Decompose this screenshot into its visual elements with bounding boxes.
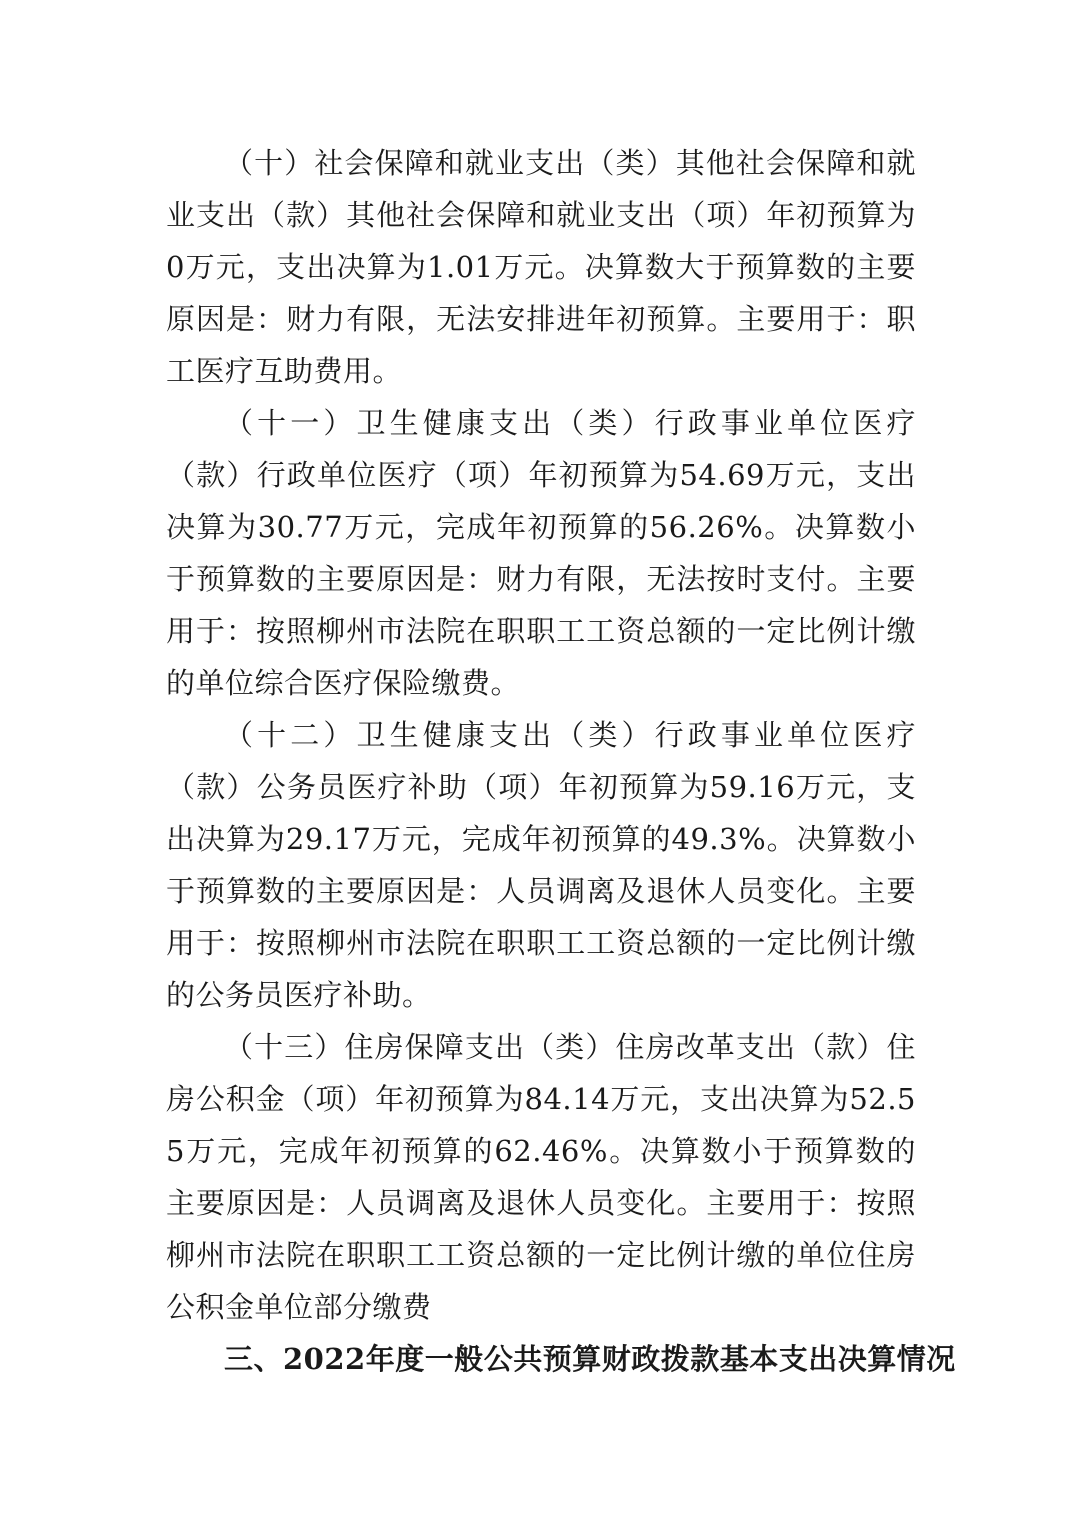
- paragraph-civil-servant-medical: （十二）卫生健康支出（类）行政事业单位医疗（款）公务员医疗补助（项）年初预算为59.16万元，支出决算为29.17万元，完成年初预算的49.3%。决算数小于预算数的主要原因是：人员调离及退休人员变化。主要用于：按照柳州市法院在职职工工资总额的一定比例计缴的公务员医疗补助。: [166, 718, 916, 1012]
- paragraph-social-security: （十）社会保障和就业支出（类）其他社会保障和就业支出（款）其他社会保障和就业支出（项）年初预算为0万元，支出决算为1.01万元。决算数大于预算数的主要原因是：财力有限，无法安排进年初预算。主要用于：职工医疗互助费用。: [166, 146, 916, 388]
- section-heading: 三、2022年度一般公共预算财政拨款基本支出决算情况: [224, 1342, 956, 1376]
- paragraph-admin-medical: （十一）卫生健康支出（类）行政事业单位医疗（款）行政单位医疗（项）年初预算为54.69万元，支出决算为30.77万元，完成年初预算的56.26%。决算数小于预算数的主要原因是：财力有限，无法按时支付。主要用于：按照柳州市法院在职职工工资总额的一定比例计缴的单位综合医疗保险缴费。: [166, 406, 916, 700]
- paragraph-housing-fund: （十三）住房保障支出（类）住房改革支出（款）住房公积金（项）年初预算为84.14万元，支出决算为52.55万元，完成年初预算的62.46%。决算数小于预算数的主要原因是：人员调离及退休人员变化。主要用于：按照柳州市法院在职职工工资总额的一定比例计缴的单位住房公积金单位部分缴费: [166, 1030, 916, 1324]
- document-body: [166, 137, 956, 1385]
